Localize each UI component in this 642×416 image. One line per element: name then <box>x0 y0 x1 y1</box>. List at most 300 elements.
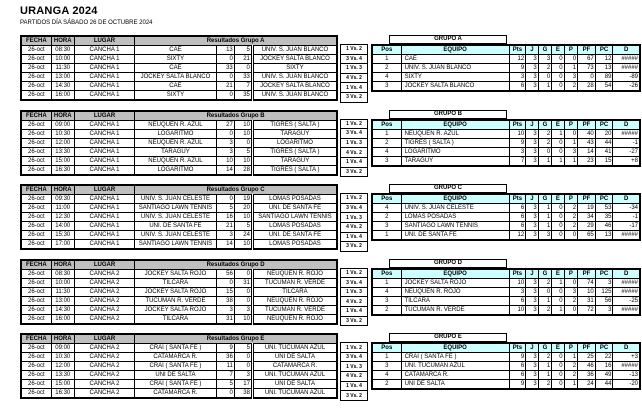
lugar-header: LUGAR <box>74 111 134 121</box>
group-block-d <box>20 259 642 327</box>
stat-d: -17 <box>613 222 640 231</box>
match-time: 11:00 <box>51 204 74 213</box>
home-score: 0 <box>216 129 234 138</box>
group-title-row <box>371 110 641 119</box>
standings-row <box>372 278 640 287</box>
stat-e: 0 <box>552 55 564 64</box>
stat-g: 2 <box>538 138 552 147</box>
stat-pts: 10 <box>509 129 526 138</box>
stat-header-pc: PC <box>595 269 613 279</box>
results-table-b <box>20 110 338 176</box>
results-title: Resultados Grupo E <box>135 334 337 344</box>
match-date: 26-oct <box>21 55 51 64</box>
stat-pc: 3 <box>595 278 613 287</box>
results-table-c <box>20 184 338 250</box>
match-venue: CANCHA 2 <box>74 389 134 399</box>
match-date: 26-oct <box>21 138 51 147</box>
home-score: 0 <box>216 195 234 204</box>
team-pos: 1 <box>372 353 401 362</box>
stat-header-j: J <box>526 45 538 55</box>
stat-pts: 10 <box>509 278 526 287</box>
stat-j: 3 <box>526 55 538 64</box>
match-venue: CANCHA 1 <box>74 46 134 55</box>
stat-pf: 46 <box>578 362 596 371</box>
team-name: UNI. TUCUMAN AZUL <box>401 362 509 371</box>
home-team: CAE <box>135 46 217 55</box>
stat-p: 0 <box>564 305 578 315</box>
group-block-e <box>20 333 642 401</box>
standings-row <box>372 138 640 147</box>
stat-pc: 44 <box>595 380 613 390</box>
stat-pf: 73 <box>578 64 596 73</box>
stat-header-j: J <box>526 194 538 204</box>
away-score: 10 <box>234 240 252 250</box>
team-name: CATAMARCA R. <box>401 371 509 380</box>
match-time: 08:30 <box>51 46 74 55</box>
stat-g: 1 <box>538 296 552 305</box>
home-team: UNI. DE SANTA FE <box>135 222 217 231</box>
group-title: GRUPO E <box>389 333 507 342</box>
home-team: CRAI ( SANTA FE ) <box>135 380 217 389</box>
away-team: LOGARITMO <box>252 138 337 147</box>
away-score: 0 <box>234 64 252 73</box>
home-team: UNIV. S. JUAN CELESTE <box>135 195 217 204</box>
away-team: TIGRES ( SALTA ) <box>252 120 337 129</box>
match-time: 15:00 <box>51 380 74 389</box>
stat-j: 3 <box>526 296 538 305</box>
away-team: TIGRES ( SALTA ) <box>252 165 337 175</box>
standings-table-d <box>371 268 641 316</box>
match-row <box>21 222 337 231</box>
stat-d: -20 <box>613 380 640 390</box>
home-team: TARAGUY <box>135 147 217 156</box>
stat-header-d: D <box>613 45 640 55</box>
away-score: 10 <box>234 129 252 138</box>
away-score: 17 <box>234 380 252 389</box>
match-venue: CANCHA 1 <box>74 213 134 222</box>
stat-j: 3 <box>526 138 538 147</box>
home-score: 10 <box>216 156 234 165</box>
group-block-a <box>20 35 642 103</box>
vs-label: 4 Vs. 2 <box>341 297 367 307</box>
away-score: 7 <box>234 82 252 91</box>
match-venue: CANCHA 2 <box>74 314 134 324</box>
match-time: 10:30 <box>51 353 74 362</box>
vs-column-a <box>340 44 368 103</box>
away-score: 19 <box>234 195 252 204</box>
home-score: 36 <box>216 353 234 362</box>
team-pos: 2 <box>372 305 401 315</box>
away-team: UNI DE SALTA <box>252 380 337 389</box>
stat-e: 0 <box>552 353 564 362</box>
home-score: 0 <box>216 91 234 101</box>
hora-header: HORA <box>51 111 74 121</box>
standings-row <box>372 129 640 138</box>
home-score: 3 <box>216 147 234 156</box>
stat-header-pts: Pts <box>509 269 526 279</box>
stat-header-pts: Pts <box>509 120 526 130</box>
fecha-header: FECHA <box>21 36 51 46</box>
stat-d: ##### <box>613 231 640 241</box>
lugar-header: LUGAR <box>74 36 134 46</box>
match-venue: CANCHA 1 <box>74 129 134 138</box>
home-team: CAE <box>135 64 217 73</box>
team-name: NEUQUEN R. AZUL <box>401 129 509 138</box>
stat-j: 3 <box>526 380 538 390</box>
pos-header: Pos <box>372 269 401 279</box>
vs-column-d <box>340 268 368 327</box>
team-pos: 3 <box>372 296 401 305</box>
away-team: UNI DE SALTA <box>252 353 337 362</box>
match-time: 13:00 <box>51 73 74 82</box>
match-date: 26-oct <box>21 82 51 91</box>
vs-label: 3 Vs. 2 <box>346 243 362 250</box>
home-score: 7 <box>216 371 234 380</box>
results-header-row <box>21 334 337 344</box>
match-time: 14:30 <box>51 305 74 314</box>
match-row <box>21 314 337 324</box>
home-team: JOCKEY SALTA ROJO <box>135 269 217 278</box>
lugar-header: LUGAR <box>74 334 134 344</box>
stat-pf: 72 <box>578 305 596 315</box>
away-team: TILCARA <box>252 287 337 296</box>
home-team: JOCKEY SALTA BLANCO <box>135 73 217 82</box>
match-date: 26-oct <box>21 222 51 231</box>
stat-pts: 6 <box>509 296 526 305</box>
away-team: NEUQUEN R. ROJO <box>252 269 337 278</box>
stat-pts: 3 <box>509 73 526 82</box>
match-date: 26-oct <box>21 380 51 389</box>
away-team: TARAGUY <box>252 156 337 165</box>
match-date: 26-oct <box>21 120 51 129</box>
stat-p: 2 <box>564 222 578 231</box>
vs-label: 3 Vs. 2 <box>346 168 362 175</box>
match-venue: CANCHA 2 <box>74 371 134 380</box>
stat-pf: 25 <box>578 353 596 362</box>
stat-pts: 7 <box>509 156 526 166</box>
match-time: 16:30 <box>51 389 74 399</box>
stat-pts: 6 <box>509 362 526 371</box>
stat-g: 0 <box>538 73 552 82</box>
away-score: 3 <box>234 305 252 314</box>
match-time: 15:00 <box>51 156 74 165</box>
stat-pts: 6 <box>509 213 526 222</box>
home-score: 3 <box>216 138 234 147</box>
vs-label: 1 Vs. 2 <box>341 269 367 279</box>
results-title: Resultados Grupo B <box>135 111 337 121</box>
stat-d: +3 <box>613 353 640 362</box>
stat-pf: 67 <box>578 55 596 64</box>
match-date: 26-oct <box>21 213 51 222</box>
team-name: JOCKEY SALTA BLANCO <box>401 82 509 92</box>
stat-header-pf: PF <box>578 269 596 279</box>
home-team: SANTIAGO LAWN TENNIS <box>135 204 217 213</box>
match-row <box>21 204 337 213</box>
results-header-row <box>21 111 337 121</box>
stat-pf: 19 <box>578 204 596 213</box>
match-row <box>21 91 337 101</box>
match-date: 26-oct <box>21 240 51 250</box>
home-score: 9 <box>216 344 234 353</box>
stat-d: -1 <box>613 213 640 222</box>
stat-pc: 12 <box>595 55 613 64</box>
home-score: 13 <box>216 46 234 55</box>
standings-table-e <box>371 342 641 390</box>
stat-pf: 34 <box>578 213 596 222</box>
group-block-b <box>20 110 642 178</box>
team-name: TARAGUY <box>401 156 509 166</box>
stat-g: 1 <box>538 371 552 380</box>
match-time: 09:00 <box>51 344 74 353</box>
match-row <box>21 120 337 129</box>
match-date: 26-oct <box>21 389 51 399</box>
stat-pts: 3 <box>509 147 526 156</box>
away-team: TARAGUY <box>252 129 337 138</box>
stat-e: 0 <box>552 222 564 231</box>
match-venue: CANCHA 2 <box>74 362 134 371</box>
vs-label: 1 Vs. 2 <box>341 343 367 353</box>
match-date: 26-oct <box>21 64 51 73</box>
away-score: 0 <box>234 269 252 278</box>
home-team: CATAMARCA R. <box>135 353 217 362</box>
team-name: UNIV. S. JUAN BLANCO <box>401 64 509 73</box>
stat-p: 2 <box>564 82 578 92</box>
stat-pts: 12 <box>509 231 526 241</box>
home-team: TILCARA <box>135 314 217 324</box>
team-name: TUCUMAN R. VERDE <box>401 305 509 315</box>
equipo-header: EQUIPO <box>401 343 509 353</box>
match-date: 26-oct <box>21 231 51 240</box>
home-score: 21 <box>216 82 234 91</box>
match-row <box>21 287 337 296</box>
stat-header-pc: PC <box>595 120 613 130</box>
group-title-row <box>371 333 641 342</box>
group-title: GRUPO A <box>389 35 507 44</box>
standings-row <box>372 296 640 305</box>
standings-row <box>372 380 640 390</box>
vs-label: 1 Vs. 3 <box>341 139 367 149</box>
stat-d: +8 <box>613 156 640 166</box>
group-title: GRUPO C <box>389 184 507 193</box>
results-table-a <box>20 35 338 101</box>
match-time: 12:00 <box>51 362 74 371</box>
home-team: SANTIAGO LAWN TENNIS <box>135 240 217 250</box>
match-venue: CANCHA 1 <box>74 222 134 231</box>
stat-pc: 13 <box>595 64 613 73</box>
match-date: 26-oct <box>21 296 51 305</box>
match-date: 26-oct <box>21 147 51 156</box>
match-time: 09:00 <box>51 120 74 129</box>
match-date: 26-oct <box>21 46 51 55</box>
match-time: 10:30 <box>51 129 74 138</box>
stat-e: 1 <box>552 278 564 287</box>
stat-header-p: P <box>564 269 578 279</box>
vs-label: 1 Vs. 3 <box>341 362 367 372</box>
stat-j: 3 <box>526 213 538 222</box>
stat-e: 1 <box>552 156 564 166</box>
stat-p: 1 <box>564 156 578 166</box>
team-pos: 4 <box>372 147 401 156</box>
team-name: SANTIAGO LAWN TENNIS <box>401 222 509 231</box>
group-title-row <box>371 184 641 193</box>
match-date: 26-oct <box>21 362 51 371</box>
stat-e: 1 <box>552 305 564 315</box>
team-pos: 2 <box>372 138 401 147</box>
results-header-row <box>21 260 337 270</box>
team-name: UNIV. S. JUAN CELESTE <box>401 204 509 213</box>
match-date: 26-oct <box>21 287 51 296</box>
stat-j: 3 <box>526 222 538 231</box>
team-pos: 3 <box>372 222 401 231</box>
match-venue: CANCHA 1 <box>74 91 134 101</box>
away-score: 31 <box>234 278 252 287</box>
stat-j: 3 <box>526 353 538 362</box>
away-score: 0 <box>234 287 252 296</box>
match-time: 11:30 <box>51 287 74 296</box>
away-score: 10 <box>234 314 252 324</box>
standings-row <box>372 371 640 380</box>
away-team: CATAMARCA R. <box>252 362 337 371</box>
standings-row <box>372 82 640 92</box>
fecha-header: FECHA <box>21 334 51 344</box>
away-score: 0 <box>234 362 252 371</box>
stat-pf: 31 <box>578 296 596 305</box>
vs-label: 4 Vs. 2 <box>341 223 367 233</box>
match-time: 08:30 <box>51 269 74 278</box>
stat-pf: 74 <box>578 278 596 287</box>
vs-label: 1 Vs. 4 <box>341 158 367 168</box>
home-score: 0 <box>216 73 234 82</box>
match-date: 26-oct <box>21 165 51 175</box>
home-score: 0 <box>216 278 234 287</box>
standings-row <box>372 73 640 82</box>
stat-p: 0 <box>564 55 578 64</box>
match-venue: CANCHA 2 <box>74 353 134 362</box>
home-score: 38 <box>216 296 234 305</box>
results-title: Resultados Grupo C <box>135 185 337 195</box>
match-row <box>21 371 337 380</box>
away-team: UNI. TUCUMAN AZUL <box>252 371 337 380</box>
standings-header-row <box>372 194 640 204</box>
away-score: 0 <box>234 353 252 362</box>
match-row <box>21 305 337 314</box>
stat-header-p: P <box>564 343 578 353</box>
match-time: 12:00 <box>51 138 74 147</box>
match-row <box>21 213 337 222</box>
vs-label: 3 Vs. 4 <box>341 55 367 65</box>
team-name: TIGRES ( SALTA ) <box>401 138 509 147</box>
page-title: URANGA 2024 <box>20 5 98 17</box>
away-team: JOCKEY SALTA BLANCO <box>252 55 337 64</box>
standings-row <box>372 156 640 166</box>
vs-label: 3 Vs. 4 <box>341 353 367 363</box>
home-score: 31 <box>216 314 234 324</box>
team-pos: 4 <box>372 73 401 82</box>
stat-d: ##### <box>613 287 640 296</box>
stat-d: -13 <box>613 371 640 380</box>
stat-d: ##### <box>613 305 640 315</box>
stat-header-pf: PF <box>578 343 596 353</box>
home-team: CATAMARCA R. <box>135 389 217 399</box>
results-header-row <box>21 36 337 46</box>
stat-e: 0 <box>552 64 564 73</box>
away-score: 5 <box>234 222 252 231</box>
stat-pc: 89 <box>595 73 613 82</box>
home-team: UNIV. S. JUAN CELESTE <box>135 231 217 240</box>
match-date: 26-oct <box>21 314 51 324</box>
match-row <box>21 129 337 138</box>
standings-row <box>372 362 640 371</box>
home-score: 21 <box>216 222 234 231</box>
stat-d: -89 <box>613 73 640 82</box>
stat-j: 3 <box>526 64 538 73</box>
vs-label: 4 Vs. 2 <box>341 372 367 382</box>
vs-label: 3 Vs. 2 <box>346 392 362 399</box>
equipo-header: EQUIPO <box>401 45 509 55</box>
vs-label: 4 Vs. 2 <box>341 74 367 84</box>
stat-pts: 12 <box>509 55 526 64</box>
away-team: UNI. DE SANTA FE <box>252 204 337 213</box>
stat-p: 1 <box>564 353 578 362</box>
away-score: 5 <box>234 46 252 55</box>
stat-g: 2 <box>538 278 552 287</box>
match-date: 26-oct <box>21 353 51 362</box>
standings-header-row <box>372 269 640 279</box>
vs-column-e <box>340 342 368 401</box>
match-date: 26-oct <box>21 91 51 101</box>
standings-header-row <box>372 120 640 130</box>
match-venue: CANCHA 2 <box>74 305 134 314</box>
stat-p: 0 <box>564 231 578 241</box>
stat-g: 2 <box>538 353 552 362</box>
away-score: 38 <box>234 389 252 399</box>
away-team: TUCUMAN R. VERDE <box>252 305 337 314</box>
equipo-header: EQUIPO <box>401 194 509 204</box>
standings-row <box>372 213 640 222</box>
match-date: 26-oct <box>21 371 51 380</box>
match-time: 13:30 <box>51 371 74 380</box>
pos-header: Pos <box>372 194 401 204</box>
match-row <box>21 344 337 353</box>
match-row <box>21 240 337 250</box>
stat-j: 3 <box>526 204 538 213</box>
vs-label: 1 Vs. 4 <box>341 233 367 243</box>
stat-g: 0 <box>538 287 552 296</box>
stat-p: 2 <box>564 204 578 213</box>
away-score: 5 <box>234 147 252 156</box>
match-date: 26-oct <box>21 344 51 353</box>
match-row <box>21 147 337 156</box>
match-row <box>21 353 337 362</box>
match-time: 16:00 <box>51 91 74 101</box>
results-title: Resultados Grupo D <box>135 260 337 270</box>
away-score: 28 <box>234 165 252 175</box>
stat-p: 2 <box>564 296 578 305</box>
match-row <box>21 389 337 399</box>
match-time: 17:00 <box>51 240 74 250</box>
match-row <box>21 296 337 305</box>
stat-pc: 15 <box>595 156 613 166</box>
away-team: LOMAS POSADAS <box>252 195 337 204</box>
away-team: NEUQUEN R. ROJO <box>252 314 337 324</box>
team-pos: 1 <box>372 55 401 64</box>
home-score: 16 <box>216 213 234 222</box>
home-team: UNIV. S. JUAN CELESTE <box>135 213 217 222</box>
stat-e: 0 <box>552 296 564 305</box>
match-row <box>21 46 337 55</box>
stat-d: ##### <box>613 362 640 371</box>
group-title: GRUPO B <box>389 110 507 119</box>
